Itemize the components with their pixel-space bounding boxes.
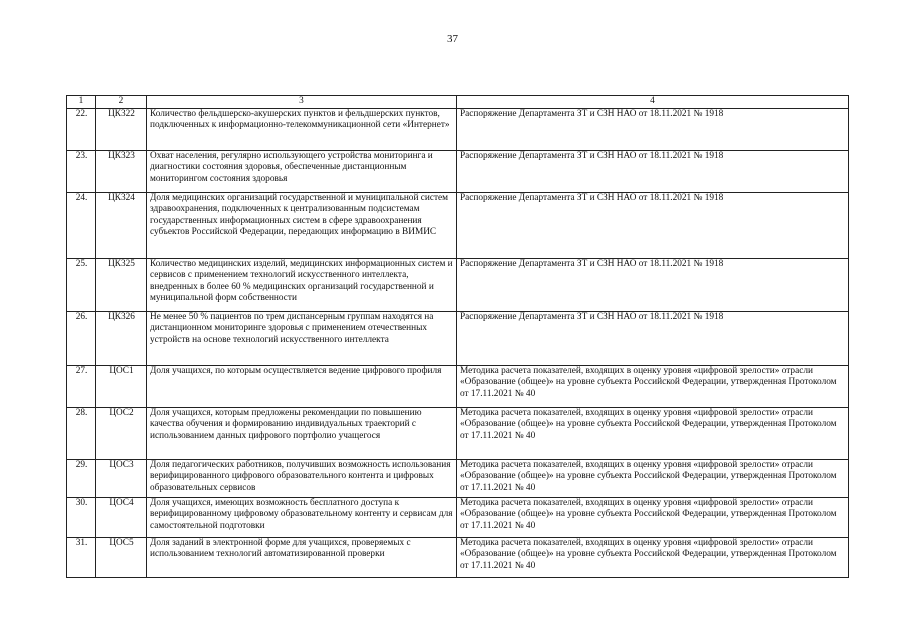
row-number: 31.	[67, 538, 96, 578]
row-number: 23.	[67, 151, 96, 193]
indicator-code: ЦОС4	[96, 498, 147, 538]
indicator-code: ЦК322	[96, 109, 147, 151]
header-col-4: 4	[457, 96, 849, 109]
indicator-code: ЦК325	[96, 259, 147, 312]
indicator-code: ЦОС3	[96, 460, 147, 498]
indicator-name: Доля медицинских организаций государственной и муниципальной систем здравоохранения, подключенных к централизованным подсистемам государственных информационных систем в сфере здравоохранения субъектов Российской Федерации, передающих информацию в ВИМИС	[147, 193, 457, 259]
source-document: Методика расчета показателей, входящих в оценку уровня «цифровой зрелости» отрасли «Образование (общее)» на уровне субъекта Российской Федерации, утвержденная Протоколом от 17.11.2021 № 40	[457, 408, 849, 460]
table-row	[67, 498, 849, 538]
header-col-3: 3	[147, 96, 457, 109]
indicator-name: Доля учащихся, имеющих возможность бесплатного доступа к верифицированному цифровому образовательному контенту и сервисам для самостоятельной подготовки	[147, 498, 457, 538]
indicator-code: ЦОС2	[96, 408, 147, 460]
source-document: Методика расчета показателей, входящих в оценку уровня «цифровой зрелости» отрасли «Образование (общее)» на уровне субъекта Российской Федерации, утвержденная Протоколом от 17.11.2021 № 40	[457, 460, 849, 498]
row-number: 30.	[67, 498, 96, 538]
indicator-code: ЦОС5	[96, 538, 147, 578]
table-row	[67, 193, 849, 259]
source-document: Методика расчета показателей, входящих в оценку уровня «цифровой зрелости» отрасли «Образование (общее)» на уровне субъекта Российской Федерации, утвержденная Протоколом от 17.11.2021 № 40	[457, 366, 849, 408]
source-document: Методика расчета показателей, входящих в оценку уровня «цифровой зрелости» отрасли «Образование (общее)» на уровне субъекта Российской Федерации, утвержденная Протоколом от 17.11.2021 № 40	[457, 538, 849, 578]
source-document: Распоряжение Департамента ЗТ и СЗН НАО от 18.11.2021 № 1918	[457, 151, 849, 193]
table-header-row	[67, 96, 849, 109]
indicator-name: Доля педагогических работников, получивших возможность использования верифицированного цифрового образовательного контента и цифровых образовательных сервисов	[147, 460, 457, 498]
source-document: Распоряжение Департамента ЗТ и СЗН НАО от 18.11.2021 № 1918	[457, 312, 849, 366]
table-row	[67, 312, 849, 366]
indicator-name: Количество фельдшерско-акушерских пунктов и фельдшерских пунктов, подключенных к информационно-телекоммуникационной сети «Интернет»	[147, 109, 457, 151]
table-row	[67, 109, 849, 151]
page-number: 37	[447, 33, 458, 45]
indicator-code: ЦК323	[96, 151, 147, 193]
source-document: Распоряжение Департамента ЗТ и СЗН НАО от 18.11.2021 № 1918	[457, 193, 849, 259]
indicator-code: ЦОС1	[96, 366, 147, 408]
header-col-1: 1	[67, 96, 96, 109]
table-row	[67, 151, 849, 193]
row-number: 28.	[67, 408, 96, 460]
indicator-name: Доля заданий в электронной форме для учащихся, проверяемых с использованием технологий автоматизированной проверки	[147, 538, 457, 578]
table-row	[67, 460, 849, 498]
source-document: Распоряжение Департамента ЗТ и СЗН НАО от 18.11.2021 № 1918	[457, 259, 849, 312]
row-number: 27.	[67, 366, 96, 408]
table-row	[67, 366, 849, 408]
indicator-code: ЦК326	[96, 312, 147, 366]
indicator-name: Доля учащихся, по которым осуществляется ведение цифрового профиля	[147, 366, 457, 408]
row-number: 22.	[67, 109, 96, 151]
indicator-name: Количество медицинских изделий, медицинских информационных систем и сервисов с применением технологий искусственного интеллекта, внедренных в более 60 % медицинских организаций государственной и муниципальной форм собственности	[147, 259, 457, 312]
indicator-name: Не менее 50 % пациентов по трем диспансерным группам находятся на дистанционном мониторинге здоровья с применением отечественных устройств на основе технологий искусственного интеллекта	[147, 312, 457, 366]
table-row	[67, 538, 849, 578]
source-document: Методика расчета показателей, входящих в оценку уровня «цифровой зрелости» отрасли «Образование (общее)» на уровне субъекта Российской Федерации, утвержденная Протоколом от 17.11.2021 № 40	[457, 498, 849, 538]
header-col-2: 2	[96, 96, 147, 109]
indicator-name: Охват населения, регулярно использующего устройства мониторинга и диагностики состояния здоровья, обеспеченные дистанционным мониторингом состояния здоровья	[147, 151, 457, 193]
row-number: 25.	[67, 259, 96, 312]
table-row	[67, 408, 849, 460]
indicator-code: ЦК324	[96, 193, 147, 259]
indicators-table	[66, 95, 849, 578]
row-number: 26.	[67, 312, 96, 366]
row-number: 24.	[67, 193, 96, 259]
indicator-name: Доля учащихся, которым предложены рекомендации по повышению качества обучения и формированию индивидуальных траекторий с использованием данных цифрового портфолио учащегося	[147, 408, 457, 460]
row-number: 29.	[67, 460, 96, 498]
table-row	[67, 259, 849, 312]
source-document: Распоряжение Департамента ЗТ и СЗН НАО от 18.11.2021 № 1918	[457, 109, 849, 151]
